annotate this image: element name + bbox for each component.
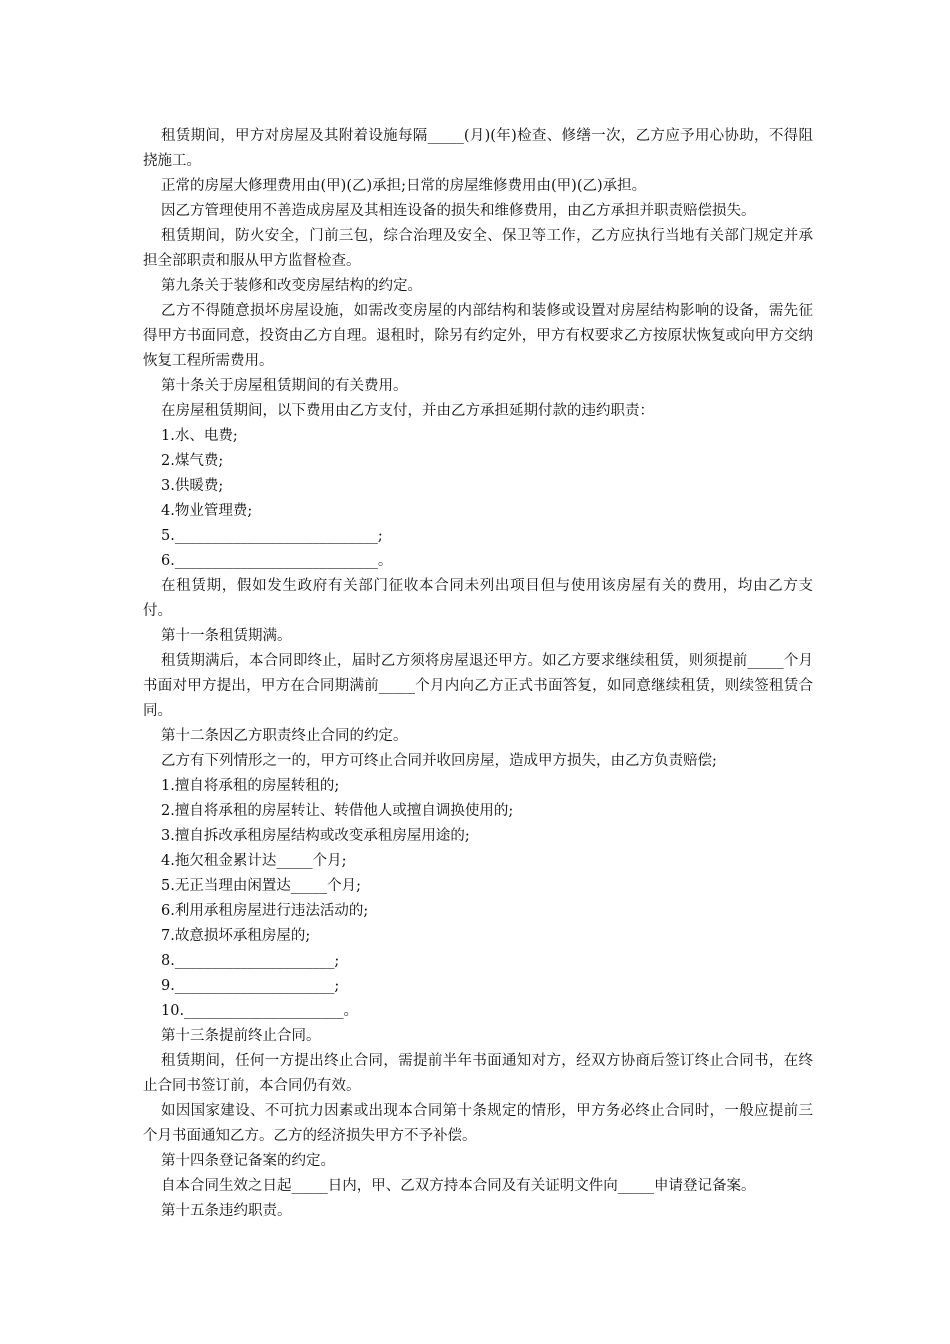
list-item: 1.擅自将承租的房屋转租的; [161, 778, 340, 794]
paragraph: 正常的房屋大修理费用由(甲)(乙)承担;日常的房屋维修费用由(甲)(乙)承担。 [161, 178, 647, 194]
list-item: 5.无正当理由闲置达_____个月; [161, 878, 361, 894]
article-heading: 第十三条提前终止合同。 [161, 1028, 321, 1044]
list-item: 5.____________________________; [161, 528, 383, 544]
article-heading: 第十五条违约职责。 [161, 1203, 292, 1219]
list-item: 6.利用承租房屋进行违法活动的; [161, 903, 369, 919]
list-item: 7.故意损坏承租房屋的; [161, 928, 311, 944]
paragraph: 乙方有下列情形之一的，甲方可终止合同并收回房屋，造成甲方损失，由乙方负责赔偿; [161, 753, 717, 769]
paragraph: 租赁期间，任何一方提出终止合同，需提前半年书面通知对方，经双方协商后签订终止合同书，在终止合同书签订前，本合同仍有效。 [143, 1053, 813, 1094]
article-heading: 第十二条因乙方职责终止合同的约定。 [161, 728, 408, 744]
paragraph: 租赁期间，防火安全，门前三包，综合治理及安全、保卫等工作，乙方应执行当地有关部门规定并承担全部职责和服从甲方监督检查。 [143, 228, 813, 269]
document-body [143, 124, 813, 1224]
paragraph: 在租赁期，假如发生政府有关部门征收本合同未列出项目但与使用该房屋有关的费用，均由乙方支付。 [143, 578, 813, 619]
paragraph: 租赁期满后，本合同即终止，届时乙方须将房屋退还甲方。如乙方要求继续租赁，则须提前_____个月书面对甲方提出，甲方在合同期满前_____个月内向乙方正式书面答复，如同意继续租赁，则续签租赁合同。 [143, 653, 813, 719]
article-heading: 第九条关于装修和改变房屋结构的约定。 [161, 278, 422, 294]
article-heading: 第十四条登记备案的约定。 [161, 1153, 335, 1169]
list-item: 10.______________________。 [161, 1003, 359, 1019]
article-heading: 第十一条租赁期满。 [161, 628, 292, 644]
list-item: 4.物业管理费; [161, 503, 253, 519]
list-item: 6.____________________________。 [161, 553, 393, 569]
list-item: 9.______________________; [161, 978, 340, 994]
paragraph: 自本合同生效之日起_____日内，甲、乙双方持本合同及有关证明文件向_____申请登记备案。 [161, 1178, 756, 1194]
article-heading: 第十条关于房屋租赁期间的有关费用。 [161, 378, 408, 394]
paragraph: 因乙方管理使用不善造成房屋及其相连设备的损失和维修费用，由乙方承担并职责赔偿损失。 [161, 203, 756, 219]
paragraph: 乙方不得随意损坏房屋设施，如需改变房屋的内部结构和装修或设置对房屋结构影响的设备，需先征得甲方书面同意，投资由乙方自理。退租时，除另有约定外，甲方有权要求乙方按原状恢复或向甲方交纳恢复工程所需费用。 [143, 303, 813, 369]
paragraph: 如因国家建设、不可抗力因素或出现本合同第十条规定的情形，甲方务必终止合同时，一般应提前三个月书面通知乙方。乙方的经济损失甲方不予补偿。 [143, 1103, 813, 1144]
paragraph: 在房屋租赁期间，以下费用由乙方支付，并由乙方承担延期付款的违约职责： [161, 403, 654, 419]
list-item: 2.煤气费; [161, 453, 224, 469]
list-item: 3.擅自拆改承租房屋结构或改变承租房屋用途的; [161, 828, 470, 844]
list-item: 8.______________________; [161, 953, 340, 969]
paragraph: 租赁期间，甲方对房屋及其附着设施每隔_____(月)(年)检查、修缮一次，乙方应予用心协助，不得阻挠施工。 [143, 128, 813, 169]
list-item: 1.水、电费; [161, 428, 238, 444]
list-item: 3.供暖费; [161, 478, 224, 494]
list-item: 2.擅自将承租的房屋转让、转借他人或擅自调换使用的; [161, 803, 514, 819]
list-item: 4.拖欠租金累计达_____个月; [161, 853, 347, 869]
